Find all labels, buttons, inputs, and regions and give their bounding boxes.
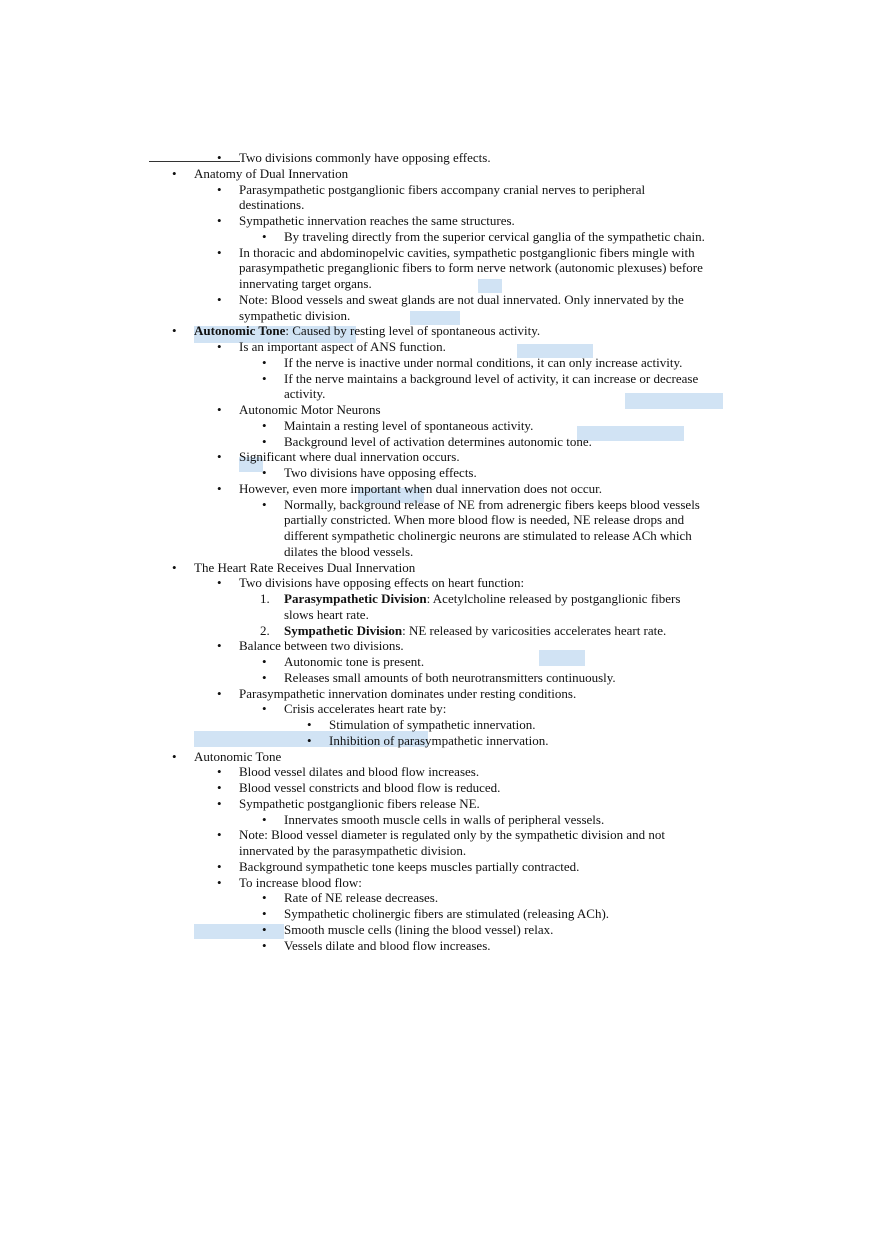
bullet-icon: • xyxy=(262,496,267,512)
line-text xyxy=(194,560,415,576)
line-text xyxy=(284,701,446,717)
bullet-icon: • xyxy=(217,402,222,417)
line-content: Significant where dual innervation occurs. xyxy=(239,449,460,465)
line-text xyxy=(284,528,692,544)
bullet-icon: • xyxy=(217,685,222,701)
line-text xyxy=(284,371,698,387)
selection-highlight xyxy=(539,650,585,666)
line-text xyxy=(284,229,705,245)
line-content: Maintain a resting level of spontaneous activity. xyxy=(284,417,534,433)
line-content: Parasympathetic innervation dominates under resting conditions. xyxy=(239,685,577,701)
bold-term: Autonomic Tone xyxy=(194,323,286,339)
line-content: Rate of NE release decreases. xyxy=(284,890,439,906)
line-content: : NE released by varicosities accelerates heart rate. xyxy=(402,622,667,638)
line-text xyxy=(329,717,536,733)
bullet-icon: • xyxy=(217,638,222,654)
line-content: Smooth muscle cells (lining the blood vessel) relax. xyxy=(284,921,554,937)
line-content: Sympathetic postganglionic fibers release NE. xyxy=(239,795,480,811)
bullet-icon: • xyxy=(217,780,222,795)
bullet-icon: • xyxy=(262,228,267,244)
line-content: By traveling directly from the superior cervical ganglia of the sympathetic chain. xyxy=(284,228,705,244)
bullet-icon: • xyxy=(172,748,177,764)
line-text xyxy=(194,166,348,182)
line-text xyxy=(284,512,684,528)
line-text xyxy=(239,276,372,292)
line-text xyxy=(194,749,281,765)
bullet-icon: • xyxy=(262,354,267,370)
line-content: Blood vessel dilates and blood flow increases. xyxy=(239,764,480,780)
line-content: dilates the blood vessels. xyxy=(284,543,414,559)
line-text xyxy=(239,245,695,261)
line-text xyxy=(284,623,666,639)
line-content: parasympathetic preganglionic fibers to form nerve network (autonomic plexuses) before xyxy=(239,260,703,276)
line-content: To increase blood flow: xyxy=(239,874,362,890)
line-content: Crisis accelerates heart rate by: xyxy=(284,701,447,717)
line-text xyxy=(284,544,413,560)
line-content: Is an important aspect of ANS function. xyxy=(239,339,446,354)
line-content: The Heart Rate Receives Dual Innervation xyxy=(194,559,416,575)
line-content: Note: Blood vessels and sweat glands are not dual innervated. Only innervated by the xyxy=(239,291,684,307)
line-text xyxy=(239,402,381,418)
line-content: If the nerve maintains a background level of activity, it can increase or decrease xyxy=(284,370,699,386)
bullet-icon: • xyxy=(217,339,222,354)
bullet-icon: • xyxy=(172,323,177,339)
line-text xyxy=(239,875,362,891)
line-content: Autonomic Tone xyxy=(194,748,282,764)
bullet-icon: • xyxy=(217,291,222,307)
line-content: Balance between two divisions. xyxy=(239,638,404,654)
selection-highlight xyxy=(625,393,723,409)
line-text xyxy=(239,182,645,198)
line-content: partially constricted. When more blood flow is needed, NE release drops and xyxy=(284,512,685,528)
bullet-icon: • xyxy=(217,858,222,874)
line-text xyxy=(239,827,665,843)
line-content: Releases small amounts of both neurotransmitters continuously. xyxy=(284,669,616,685)
bullet-icon: • xyxy=(262,701,267,717)
line-text xyxy=(284,607,369,623)
line-content: Sympathetic cholinergic fibers are stimulated (releasing ACh). xyxy=(284,906,610,921)
line-content: In thoracic and abdominopelvic cavities, sympathetic postganglionic fibers mingle with xyxy=(239,244,695,260)
line-content: destinations. xyxy=(239,197,305,213)
line-content: different sympathetic cholinergic neurons are stimulated to release ACh which xyxy=(284,528,692,543)
line-text xyxy=(239,843,466,859)
line-text xyxy=(284,434,592,450)
line-content: Two divisions commonly have opposing effects. xyxy=(239,150,491,165)
line-content: Background level of activation determines autonomic tone. xyxy=(284,433,592,449)
line-content: Anatomy of Dual Innervation xyxy=(194,165,349,181)
bullet-icon: • xyxy=(217,827,222,843)
line-text xyxy=(239,260,703,276)
line-text xyxy=(239,481,602,497)
line-text xyxy=(239,686,576,702)
line-content: innervating target organs. xyxy=(239,276,372,291)
bullet-icon: • xyxy=(262,465,267,480)
bullet-icon: • xyxy=(262,433,267,449)
line-text xyxy=(239,764,479,780)
bullet-icon: • xyxy=(217,874,222,890)
bullet-icon: • xyxy=(217,181,222,197)
line-text xyxy=(239,575,524,591)
line-text xyxy=(284,497,700,513)
bullet-icon: • xyxy=(217,213,222,228)
line-content: However, even more important when dual innervation does not occur. xyxy=(239,480,603,496)
line-text xyxy=(239,213,515,229)
line-content: Parasympathetic postganglionic fibers accompany cranial nerves to peripheral xyxy=(239,181,646,197)
line-text xyxy=(239,150,491,166)
bullet-icon: • xyxy=(217,244,222,260)
line-content: Two divisions have opposing effects. xyxy=(284,465,477,480)
line-text xyxy=(284,355,682,371)
bullet-icon: • xyxy=(217,449,222,465)
selection-highlight xyxy=(577,426,684,441)
line-content: : Caused by resting level of spontaneous activity. xyxy=(285,323,541,339)
line-text xyxy=(284,670,616,686)
line-text xyxy=(239,859,579,875)
bullet-icon: • xyxy=(217,764,222,780)
line-text xyxy=(239,780,500,796)
bold-term: Parasympathetic Division xyxy=(284,591,427,606)
bullet-icon: • xyxy=(307,717,312,732)
line-content: Sympathetic innervation reaches the same structures. xyxy=(239,213,515,228)
line-content: Vessels dilate and blood flow increases. xyxy=(284,937,491,953)
line-text xyxy=(239,339,446,355)
line-text xyxy=(194,323,540,339)
bullet-icon: • xyxy=(262,370,267,386)
bullet-icon: • xyxy=(262,890,267,906)
list-number: 1. xyxy=(260,591,270,606)
bullet-icon: • xyxy=(217,150,222,165)
line-text xyxy=(284,465,477,481)
line-content: Background sympathetic tone keeps muscles partially contracted. xyxy=(239,858,580,874)
bullet-icon: • xyxy=(262,669,267,685)
bullet-icon: • xyxy=(262,921,267,937)
line-text xyxy=(329,733,549,749)
line-content: Note: Blood vessel diameter is regulated only by the sympathetic division and not xyxy=(239,827,666,843)
line-text xyxy=(284,591,680,607)
bullet-icon: • xyxy=(262,417,267,433)
line-content: activity. xyxy=(284,386,326,402)
line-content: Autonomic Motor Neurons xyxy=(239,402,381,417)
bullet-icon: • xyxy=(262,811,267,827)
bullet-icon: • xyxy=(217,480,222,496)
bullet-icon: • xyxy=(172,165,177,181)
line-text xyxy=(284,922,553,938)
line-content: Inhibition of parasympathetic innervation. xyxy=(329,732,549,748)
line-content: Stimulation of sympathetic innervation. xyxy=(329,717,536,732)
bullet-icon: • xyxy=(307,732,312,748)
line-content: Innervates smooth muscle cells in walls of peripheral vessels. xyxy=(284,811,605,827)
line-text xyxy=(239,638,404,654)
bullet-icon: • xyxy=(217,795,222,811)
line-content: sympathetic division. xyxy=(239,307,351,323)
line-text xyxy=(239,197,304,213)
bullet-icon: • xyxy=(262,654,267,669)
line-text xyxy=(239,796,480,812)
line-text xyxy=(239,308,350,324)
bullet-icon: • xyxy=(262,906,267,921)
line-content: innervated by the parasympathetic division. xyxy=(239,843,467,858)
line-content: slows heart rate. xyxy=(284,606,369,622)
line-content: Normally, background release of NE from adrenergic fibers keeps blood vessels xyxy=(284,496,700,512)
line-content: Autonomic tone is present. xyxy=(284,654,425,669)
line-text xyxy=(284,938,491,954)
line-text xyxy=(284,654,424,670)
line-content: If the nerve is inactive under normal conditions, it can only increase activity. xyxy=(284,354,683,370)
line-text xyxy=(284,386,325,402)
line-content: : Acetylcholine released by postganglionic fibers xyxy=(426,591,681,606)
line-text xyxy=(239,449,460,465)
bullet-icon: • xyxy=(172,559,177,575)
bullet-icon: • xyxy=(262,937,267,953)
line-text xyxy=(284,418,533,434)
line-text xyxy=(284,812,604,828)
bullet-icon: • xyxy=(217,575,222,591)
bold-term: Sympathetic Division xyxy=(284,622,403,638)
line-text xyxy=(284,906,609,922)
list-number: 2. xyxy=(260,622,270,638)
line-text xyxy=(284,890,438,906)
line-text xyxy=(239,292,684,308)
line-content: Two divisions have opposing effects on heart function: xyxy=(239,575,525,591)
line-content: Blood vessel constricts and blood flow is reduced. xyxy=(239,780,501,795)
